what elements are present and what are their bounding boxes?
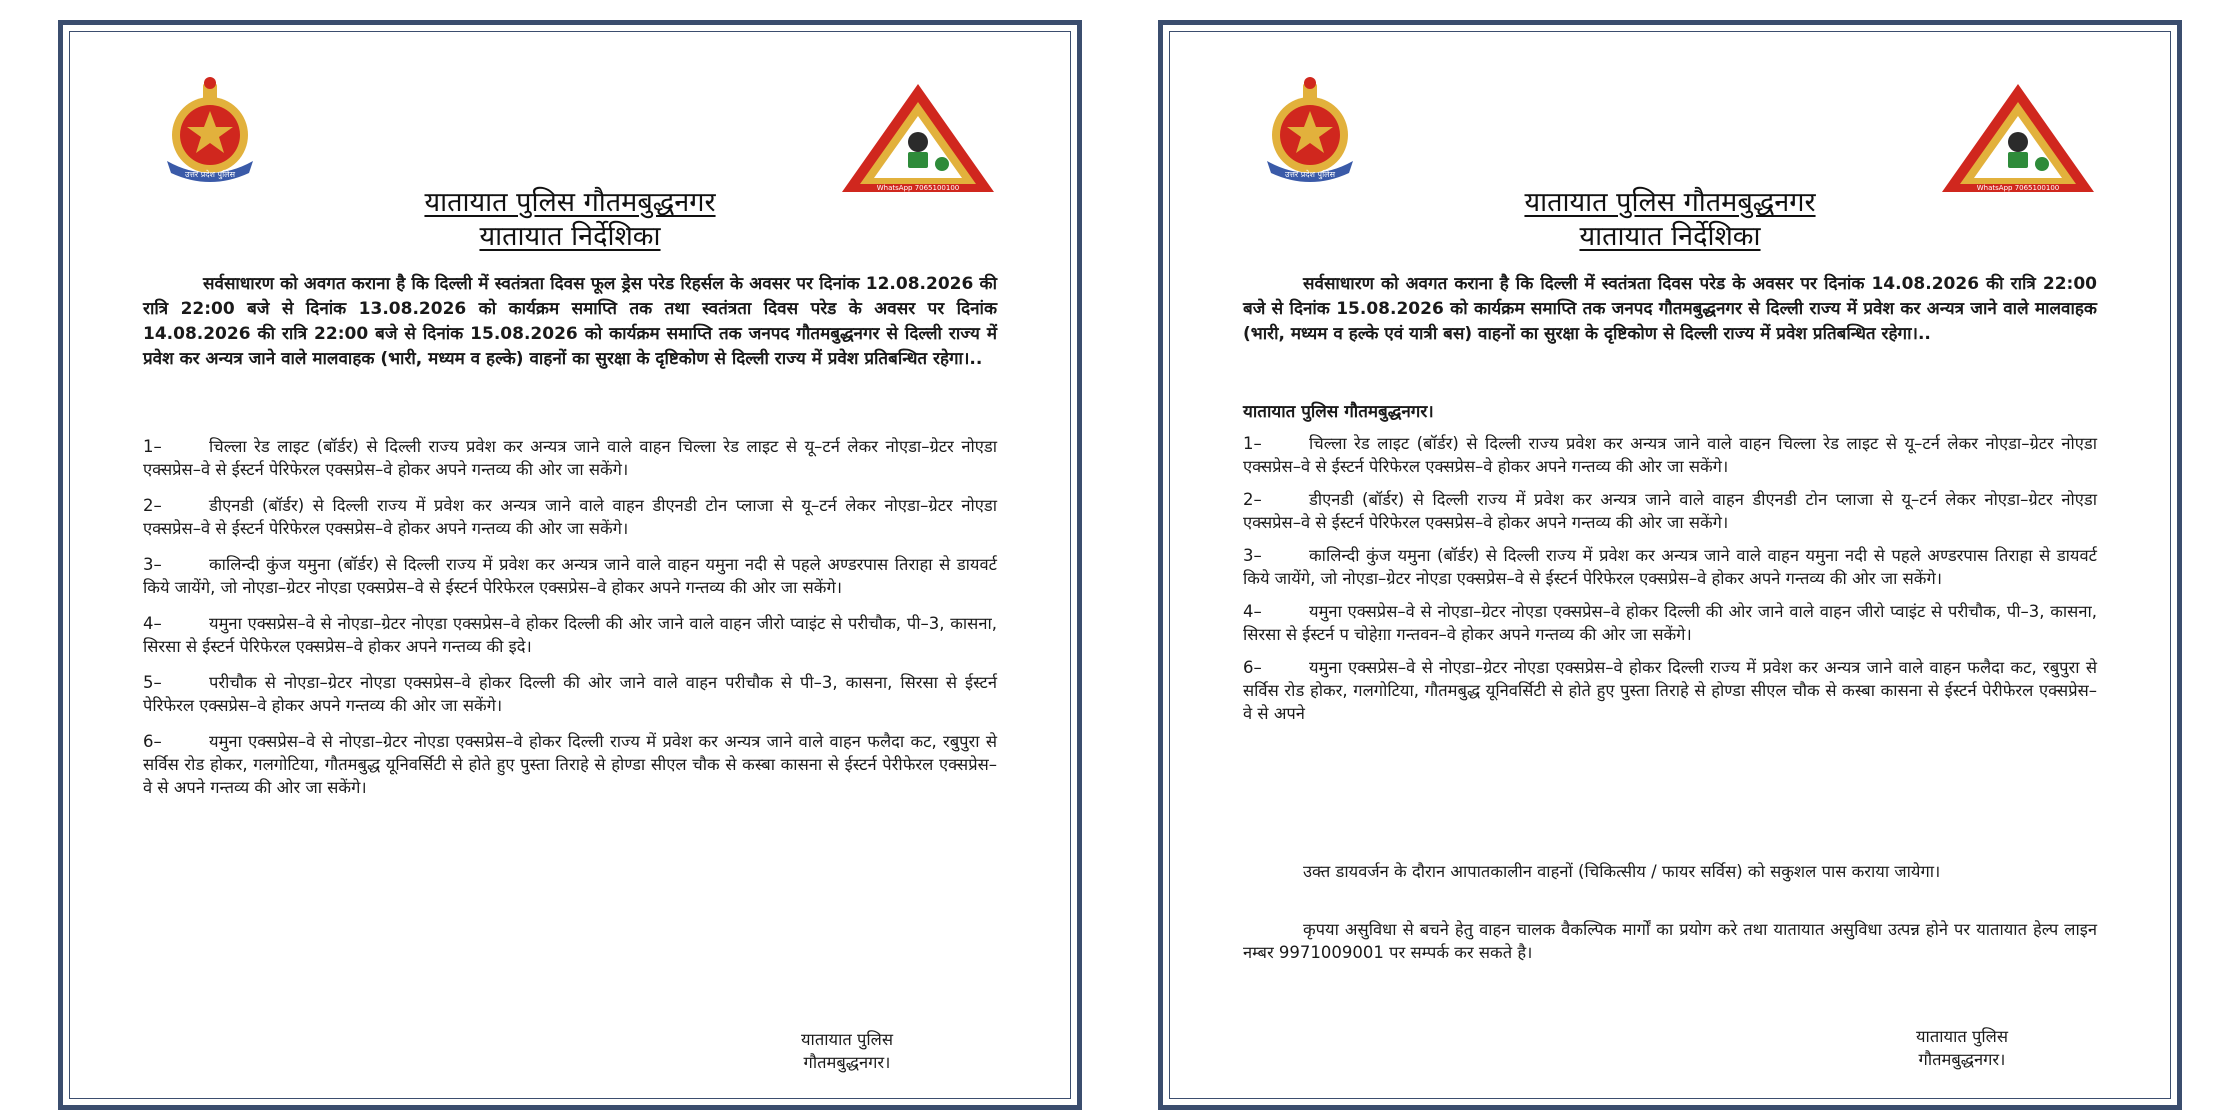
up-police-emblem-icon: [153, 73, 268, 188]
section-heading: यातायात पुलिस गौतमबुद्धनगर।: [1243, 402, 1434, 422]
traffic-police-triangle-logo-icon: [1938, 80, 2098, 200]
item-number: 2–: [143, 496, 162, 515]
traffic-police-triangle-logo-icon: [838, 80, 998, 200]
up-police-emblem-icon: [1253, 73, 1368, 188]
notice-title: यातायात पुलिस गौतमबुद्धनगर: [1524, 187, 1816, 218]
item-number: 4–: [1243, 602, 1262, 621]
item-text: चिल्ला रेड लाइट (बॉर्डर) से दिल्ली राज्य प्रवेश कर अन्यत्र जाने वाले वाहन चिल्ला रेड लाइट से यू–टर्न लेकर नोएडा–ग्रेटर नोएडा एक्सप्रेस–वे से ईस्टर्न पेरिफेरल एक्सप्रेस–वे होकर अपने गन्तव्य की ओर जा सकेंगे।: [143, 437, 997, 479]
signature-block: [1862, 1025, 2062, 1071]
item-text: यमुना एक्सप्रेस–वे से नोएडा–ग्रेटर नोएडा एक्सप्रेस–वे होकर दिल्ली राज्य में प्रवेश कर अन्यत्र जाने वाले वाहन फलैदा कट, रबुपुरा से सर्विस रोड होकर, गलगोटिया, गौतमबुद्ध यूनिवर्सिटी से होते हुए पुस्ता तिराहे से होण्डा सीएल चौक से कस्बा कासना से ईस्टर्न पेरीफेरल एक्सप्रेस–वे से अपने गन्तव्य की ओर जा सकेंगे।: [143, 732, 997, 797]
list-item: [143, 553, 997, 599]
list-item: [143, 494, 997, 540]
item-text: यमुना एक्सप्रेस–वे से नोएडा–ग्रेटर नोएडा एक्सप्रेस–वे होकर दिल्ली की ओर जाने वाले वाहन जीरो प्वाइंट से परीचौक, पी–3, कासना, सिरसा से ईस्टर्न पेरिफेरल एक्सप्रेस–वे होकर अपने गन्तव्य की इदे।: [143, 614, 997, 656]
closing-paragraph-emergency: उक्त डायवर्जन के दौरान आपातकालीन वाहनों (चिकित्सीय / फायर सर्विस) को सकुशल पास कराया जायेगा।: [1303, 862, 1941, 881]
item-text: कालिन्दी कुंज यमुना (बॉर्डर) से दिल्ली राज्य में प्रवेश कर अन्यत्र जाने वाले वाहन यमुना नदी से पहले अण्डरपास तिराहा से डायवर्ट किये जायेंगे, जो नोएडा–ग्रेटर नोएडा एक्सप्रेस–वे से ईस्टर्न पेरिफेरल एक्सप्रेस–वे होकर अपने गन्तव्य की ओर जा सकेंगे।: [1243, 546, 2097, 588]
item-number: 2–: [1243, 490, 1262, 509]
notice-intro: सर्वसाधारण को अवगत कराना है कि दिल्ली में स्वतंत्रता दिवस फूल ड्रेस परेड रिहर्सल के अवसर पर दिनांक 12.08.2026 की रात्रि 22:00 बजे से दिनांक 13.08.2026 को कार्यक्रम समाप्ति तक तथा स्वतंत्रता दिवस परेड के अवसर पर दिनांक 14.08.2026 की रात्रि 22:00 बजे से दिनांक 15.08.2026 को कार्यक्रम समाप्ति तक जनपद गौतमबुद्धनगर से दिल्ली राज्य में प्रवेश कर अन्यत्र जाने वाले मालवाहक (भारी, मध्यम व हल्के) वाहनों का सुरक्षा के दृष्टिकोण से दिल्ली राज्य में प्रवेश प्रतिबन्धित रहेगा।..: [143, 274, 997, 369]
item-text: डीएनडी (बॉर्डर) से दिल्ली राज्य में प्रवेश कर अन्यत्र जाने वाले वाहन डीएनडी टोन प्लाजा से यू–टर्न लेकर नोएडा–ग्रेटर नोएडा एक्सप्रेस–वे से ईस्टर्न पेरिफेरल एक्सप्रेस–वे होकर अपने गन्तव्य की ओर जा सकेंगे।: [143, 496, 997, 538]
signature-line: यातायात पुलिस: [800, 1030, 893, 1049]
item-text: कालिन्दी कुंज यमुना (बॉर्डर) से दिल्ली राज्य में प्रवेश कर अन्यत्र जाने वाले वाहन यमुना नदी से पहले अण्डरपास तिराहा से डायवर्ट किये जायेंगे, जो नोएडा–ग्रेटर नोएडा एक्सप्रेस–वे से ईस्टर्न पेरिफेरल एक्सप्रेस–वे होकर अपने गन्तव्य की ओर जा सकेंगे।: [143, 555, 997, 597]
item-number: 4–: [143, 614, 162, 633]
notice-page-left: [58, 20, 1082, 1110]
svg-text:उत्तर प्रदेश पुलिस: उत्तर प्रदेश पुलिस: [185, 170, 235, 179]
list-item: [1243, 600, 2097, 646]
diversion-list: [1243, 432, 2097, 735]
item-number: 3–: [143, 555, 162, 574]
notice-subtitle: यातायात निर्देशिका: [479, 221, 661, 252]
signature-block: [747, 1028, 947, 1074]
svg-text:WhatsApp 7065100100: WhatsApp 7065100100: [876, 184, 960, 192]
item-text: डीएनडी (बॉर्डर) से दिल्ली राज्य में प्रवेश कर अन्यत्र जाने वाले वाहन डीएनडी टोन प्लाजा से यू–टर्न लेकर नोएडा–ग्रेटर नोएडा एक्सप्रेस–वे से ईस्टर्न पेरिफेरल एक्सप्रेस–वे होकर अपने गन्तव्य की ओर जा सकेंगे।: [1243, 490, 2097, 532]
signature-line: गौतमबुद्धनगर।: [1918, 1050, 2006, 1069]
item-number: 3–: [1243, 546, 1262, 565]
item-number: 6–: [143, 732, 162, 751]
list-item: [143, 730, 997, 799]
item-text: चिल्ला रेड लाइट (बॉर्डर) से दिल्ली राज्य प्रवेश कर अन्यत्र जाने वाले वाहन चिल्ला रेड लाइट से यू–टर्न लेकर नोएडा–ग्रेटर नोएडा एक्सप्रेस–वे से ईस्टर्न पेरिफेरल एक्सप्रेस–वे होकर अपने गन्तव्य की ओर जा सकेंगे।: [1243, 434, 2097, 476]
signature-line: गौतमबुद्धनगर।: [803, 1053, 891, 1072]
list-item: [143, 612, 997, 658]
notice-intro: सर्वसाधारण को अवगत कराना है कि दिल्ली में स्वतंत्रता दिवस परेड के अवसर पर दिनांक 14.08.2026 की रात्रि 22:00 बजे से दिनांक 15.08.2026 को कार्यक्रम समाप्ति तक जनपद गौतमबुद्धनगर से दिल्ली राज्य में प्रवेश कर अन्यत्र जाने वाले मालवाहक (भारी, मध्यम व हल्के एवं यात्री बस) वाहनों का सुरक्षा के दृष्टिकोण से दिल्ली राज्य में प्रवेश प्रतिबन्धित रहेगा।..: [1243, 274, 2097, 344]
svg-text:उत्तर प्रदेश पुलिस: उत्तर प्रदेश पुलिस: [1285, 170, 1335, 179]
item-text: यमुना एक्सप्रेस–वे से नोएडा–ग्रेटर नोएडा एक्सप्रेस–वे होकर दिल्ली की ओर जाने वाले वाहन जीरो प्वाइंट से परीचौक, पी–3, कासना, सिरसा से ईस्टर्न प चोहेग़ा गन्तवन–वे होकर अपने गन्तव्य की ओर जा सकेंगे।: [1243, 602, 2097, 644]
list-item: [1243, 432, 2097, 478]
item-number: 6–: [1243, 658, 1262, 677]
item-text: यमुना एक्सप्रेस–वे से नोएडा–ग्रेटर नोएडा एक्सप्रेस–वे होकर दिल्ली राज्य में प्रवेश कर अन्यत्र जाने वाले वाहन फलैदा कट, रबुपुरा से सर्विस रोड होकर, गलगोटिया, गौतमबुद्ध यूनिवर्सिटी से होते हुए पुस्ता तिराहे से होण्डा सीएल चौक से कस्बा कासना से ईस्टर्न पेरीफेरल एक्सप्रेस–वे से अपने: [1243, 658, 2097, 723]
diversion-list: [143, 435, 997, 812]
notice-title: यातायात पुलिस गौतमबुद्धनगर: [424, 187, 716, 218]
list-item: [143, 671, 997, 717]
item-number: 1–: [143, 437, 162, 456]
closing-paragraph-helpline: कृपया असुविधा से बचने हेतु वाहन चालक वैकल्पिक मार्गों का प्रयोग करे तथा यातायात असुविधा उत्पन्न होने पर यातायात हेल्प लाइन नम्बर 9971009001 पर सम्पर्क कर सकते है।: [1243, 920, 2097, 962]
svg-text:WhatsApp 7065100100: WhatsApp 7065100100: [1976, 184, 2060, 192]
notice-subtitle: यातायात निर्देशिका: [1579, 221, 1761, 252]
signature-line: यातायात पुलिस: [1915, 1027, 2008, 1046]
list-item: [1243, 488, 2097, 534]
item-text: परीचौक से नोएडा–ग्रेटर नोएडा एक्सप्रेस–वे होकर दिल्ली की ओर जाने वाले वाहन परीचौक से पी–3, कासना, सिरसा से ईस्टर्न पेरिफेरल एक्सप्रेस–वे होकर अपने गन्तव्य की ओर जा सकेंगे।: [143, 673, 997, 715]
item-number: 5–: [143, 673, 162, 692]
list-item: [1243, 544, 2097, 590]
item-number: 1–: [1243, 434, 1262, 453]
list-item: [1243, 656, 2097, 725]
list-item: [143, 435, 997, 481]
notice-page-right: [1158, 20, 2182, 1110]
